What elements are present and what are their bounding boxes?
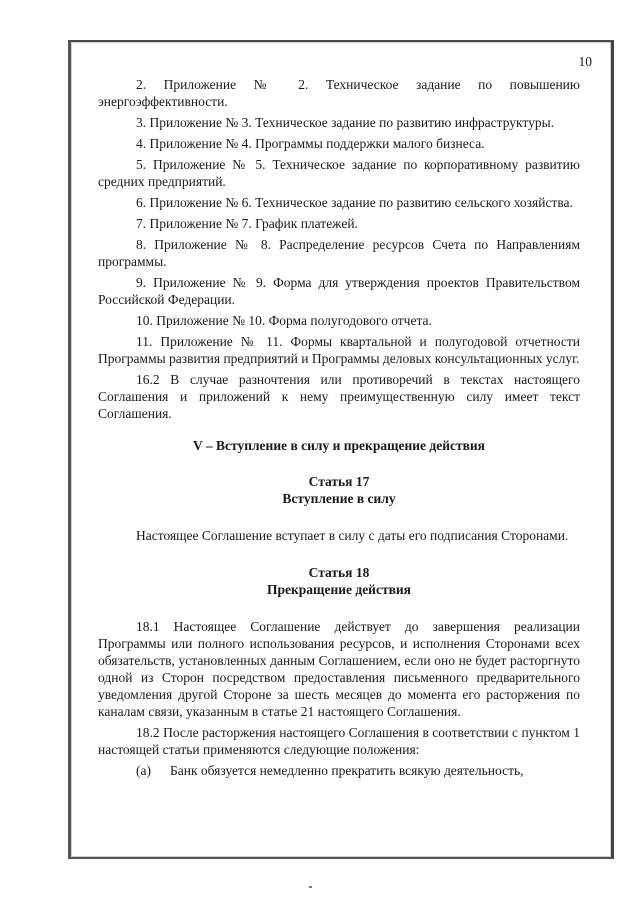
clause-16-2: 16.2 В случае разночтения или противоречий в текстах настоящего Соглашения и приложений к нему преимущественную силу имеет текст Соглашения. [98,372,580,421]
page-number: 10 [578,54,592,69]
appendix-item-2: 2. Приложение № 2. Техническое задание по повышению энергоэффективности. [98,77,580,109]
clause-18-2-item-a [98,762,580,779]
appendix-item-5: 5. Приложение № 5. Техническое задание по корпоративному развитию средних предприятий. [98,157,580,189]
appendix-item-9: 9. Приложение № 9. Форма для утверждения проектов Правительством Российской Федерации. [98,275,580,307]
appendix-item-8: 8. Приложение № 8. Распределение ресурсов Счета по Направлениям программы. [98,237,580,269]
appendix-item-11: 11. Приложение № 11. Формы квартальной и полугодовой отчетности Программы развития предприятий и Программы деловых консультационных услуг. [98,334,580,366]
appendix-item-4: 4. Приложение № 4. Программы поддержки малого бизнеса. [136,136,485,151]
appendix-item-10: 10. Приложение № 10. Форма полугодового отчета. [136,313,432,328]
item-a-marker: (а) [136,763,151,778]
section-v-heading: V – Вступление в силу и прекращение действия [193,438,485,453]
article-17-number: Статья 17 [308,474,370,489]
article-18-number: Статья 18 [308,565,370,580]
document-body [98,76,580,779]
clause-18-2: 18.2 После расторжения настоящего Соглашения в соответствии с пунктом 1 настоящей статьи применяются следующие положения: [98,725,580,757]
appendix-item-6: 6. Приложение № 6. Техническое задание по развитию сельского хозяйства. [136,195,573,210]
article-17-title: Вступление в силу [282,491,396,506]
clause-18-1: 18.1 Настоящее Соглашение действует до завершения реализации Программы или полного использования ресурсов, и исполнения Сторонами всех обязательств, установленных данным Соглашением, если оно не будет расторгнуто одной из Сторон посредством предоставления письменного предварительного уведомления другой Стороне за шесть месяцев до момента его расторжения по каналам связи, указанным в статье 21 настоящего Соглашения. [98,619,580,719]
appendix-item-7: 7. Приложение № 7. График платежей. [136,216,358,231]
scan-artifact-dot [309,886,312,888]
article-18-title: Прекращение действия [267,582,411,597]
appendix-item-3: 3. Приложение № 3. Техническое задание по развитию инфраструктуры. [136,115,555,130]
article-17-text: Настоящее Соглашение вступает в силу с даты его подписания Сторонами. [136,528,569,543]
item-a-text: Банк обязуется немедленно прекратить всякую деятельность, [170,763,524,778]
